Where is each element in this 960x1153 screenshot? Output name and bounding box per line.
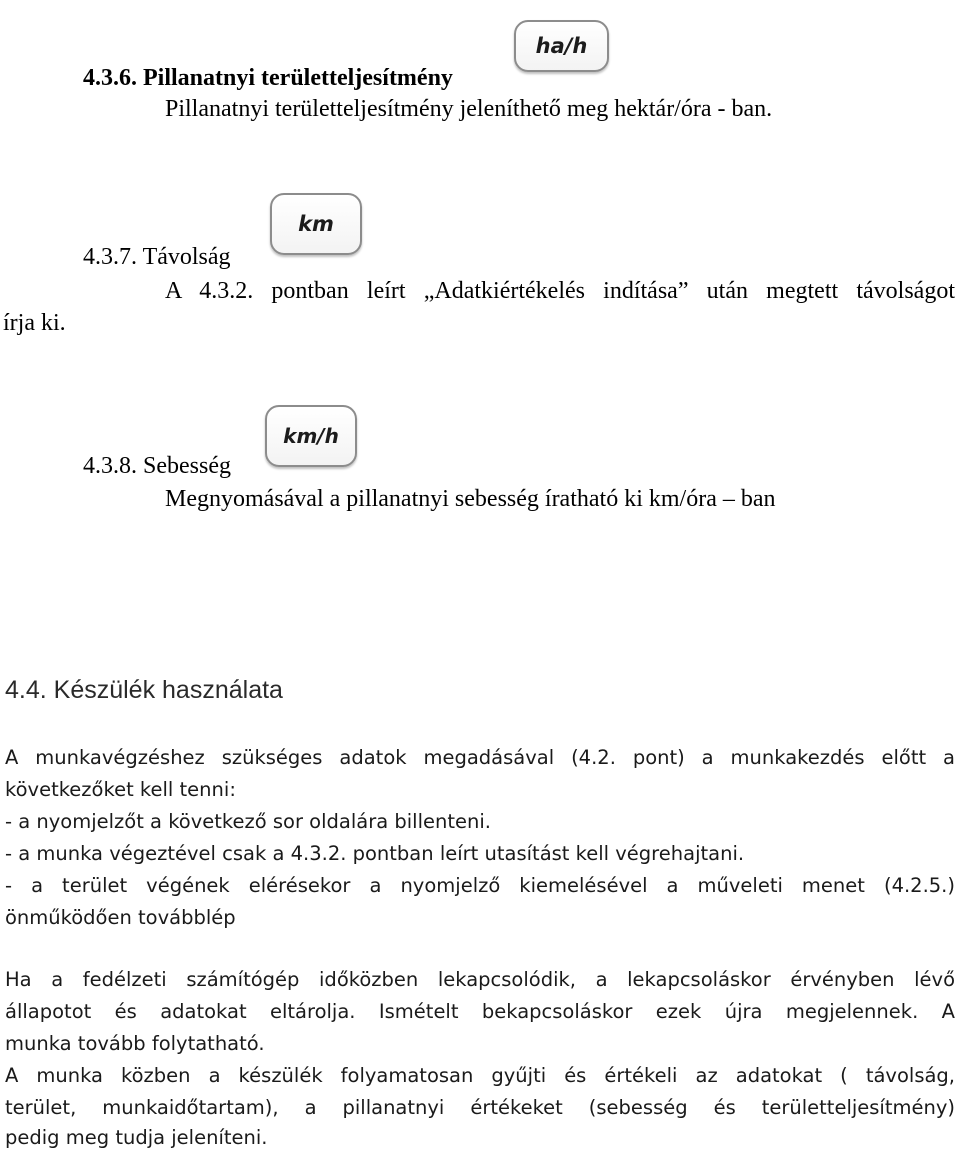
paragraph-2-line: terület, munkaidőtartam), a pillanatnyi értékeket (sebesség és területteljesítmény) xyxy=(5,1096,955,1119)
distance-button-label: km xyxy=(298,212,334,236)
section-437-text-line1: A 4.3.2. pontban leírt „Adatkiértékelés indítása” után megtett távolságot xyxy=(165,278,955,304)
paragraph-1-line: A munkavégzéshez szükséges adatok megadásával (4.2. pont) a munkakezdés előtt a xyxy=(5,746,955,769)
paragraph-2-line: állapotot és adatokat eltárolja. Ismételt bekapcsoláskor ezek újra megjelennek. A xyxy=(5,1000,955,1023)
section-437-text-line2: írja ki. xyxy=(3,310,66,336)
section-heading-437: 4.3.7. Távolság xyxy=(83,244,231,270)
paragraph-1-line: következőket kell tenni: xyxy=(5,778,236,801)
section-438-text: Megnyomásával a pillanatnyi sebesség íratható ki km/óra – ban xyxy=(165,486,776,512)
paragraph-1-line: - a munka végeztével csak a 4.3.2. pontban leírt utasítást kell végrehajtani. xyxy=(5,842,745,865)
paragraph-2-line: Ha a fedélzeti számítógép időközben lekapcsolódik, a lekapcsoláskor érvényben lévő xyxy=(5,968,955,991)
distance-button[interactable] xyxy=(270,193,362,255)
paragraph-1-line: önműködően továbblép xyxy=(5,906,236,929)
speed-button[interactable] xyxy=(265,405,357,467)
section-heading-438: 4.3.8. Sebesség xyxy=(83,453,231,479)
section-heading-44: 4.4. Készülék használata xyxy=(5,676,283,704)
paragraph-1-line: - a terület végének elérésekor a nyomjelző kiemelésével a műveleti menet (4.2.5.) xyxy=(5,874,955,897)
paragraph-2-line: pedig meg tudja jeleníteni. xyxy=(5,1126,268,1149)
area-rate-button-label: ha/h xyxy=(535,34,588,58)
section-436-text: Pillanatnyi területteljesítmény jeleníthető meg hektár/óra - ban. xyxy=(165,96,773,122)
paragraph-2-line: munka tovább folytatható. xyxy=(5,1032,265,1055)
paragraph-1-line: - a nyomjelzőt a következő sor oldalára billenteni. xyxy=(5,810,491,833)
section-heading-436: 4.3.6. Pillanatnyi területteljesítmény xyxy=(83,65,453,91)
paragraph-2-line: A munka közben a készülék folyamatosan gyűjti és értékeli az adatokat ( távolság, xyxy=(5,1064,955,1087)
area-rate-button[interactable] xyxy=(514,20,609,72)
speed-button-label: km/h xyxy=(283,424,339,448)
